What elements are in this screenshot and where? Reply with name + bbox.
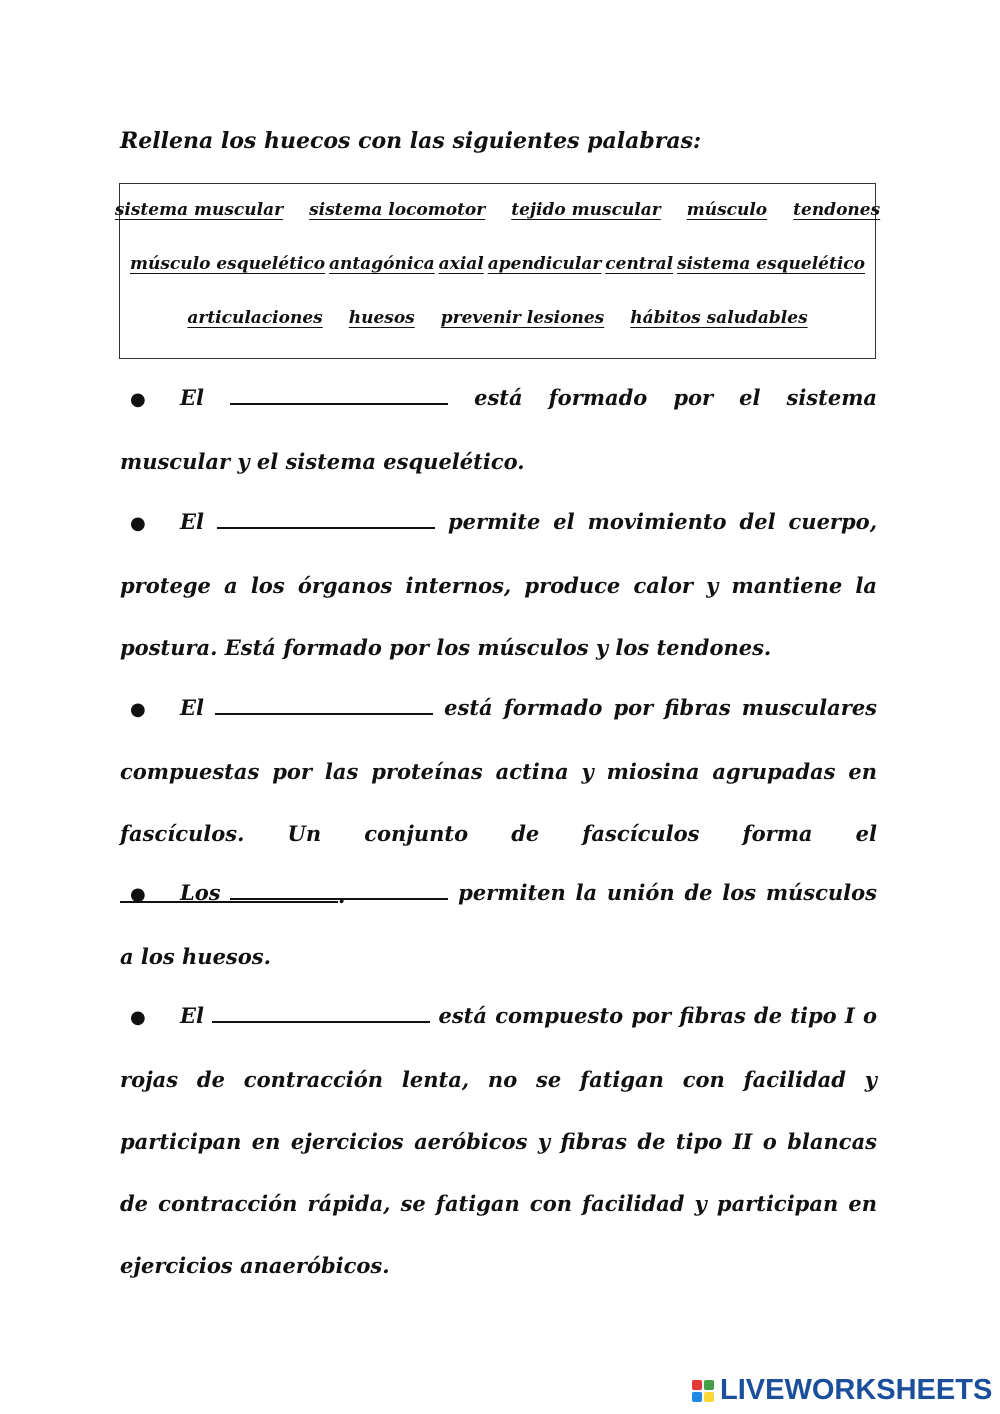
word-bank-item[interactable]: tejido muscular	[511, 200, 661, 220]
answer-blank[interactable]	[230, 878, 448, 900]
word-bank-item[interactable]: músculo esquelético	[130, 254, 326, 274]
sentence-text: El	[180, 509, 204, 534]
word-bank-item[interactable]: sistema esquelético	[677, 254, 865, 274]
sentence-text: .	[338, 883, 346, 908]
logo-square	[704, 1392, 714, 1402]
sentence-text: Los	[180, 880, 221, 905]
word-bank-item[interactable]: hábitos saludables	[630, 308, 808, 328]
bullet-icon: ●	[130, 884, 146, 905]
sentence-text: está formado por fibras musculares compuestas por las proteínas actina y miosina agrupadas en fascículos. Un conjunto de fascículos forma el	[120, 695, 878, 846]
sentence-text: El	[180, 695, 204, 720]
word-bank-item[interactable]: huesos	[348, 308, 415, 328]
bullet-icon: ●	[130, 1007, 146, 1028]
sentence-5	[120, 985, 877, 1297]
word-bank-box	[114, 183, 881, 359]
logo-square	[692, 1392, 702, 1402]
word-bank-row-3	[120, 308, 875, 328]
bullet-icon: ●	[130, 513, 146, 534]
word-bank-item[interactable]: central	[605, 254, 674, 274]
answer-blank[interactable]	[230, 383, 448, 405]
sentence-text: permite el movimiento del cuerpo, protege a los órganos internos, produce calor y mantiene la postura. Está formado por los músculos y los tendones.	[120, 509, 878, 660]
word-bank-item[interactable]: apendicular	[487, 254, 602, 274]
word-bank-item[interactable]: prevenir lesiones	[440, 308, 605, 328]
instruction-heading: Rellena los huecos con las siguientes palabras:	[120, 128, 702, 154]
word-bank-item[interactable]: músculo	[686, 200, 768, 220]
bullet-icon: ●	[130, 699, 146, 720]
word-bank-item[interactable]: sistema locomotor	[309, 200, 486, 220]
logo-square	[692, 1380, 702, 1390]
word-bank-row-2	[120, 254, 875, 274]
liveworksheets-logo[interactable]	[692, 1374, 992, 1407]
word-bank-item[interactable]: axial	[438, 254, 484, 274]
bullet-icon: ●	[130, 389, 146, 410]
logo-mark-icon	[692, 1380, 714, 1402]
answer-blank[interactable]	[215, 693, 433, 715]
answer-blank[interactable]	[217, 507, 435, 529]
logo-square	[704, 1380, 714, 1390]
sentence-4	[120, 862, 877, 988]
sentence-1	[120, 367, 877, 493]
sentence-text: El	[180, 1003, 204, 1028]
word-bank-item[interactable]: tendones	[793, 200, 881, 220]
answer-blank[interactable]	[212, 1001, 430, 1023]
sentence-text: permiten la unión de los músculos a los huesos.	[120, 880, 877, 969]
word-bank-item[interactable]: sistema muscular	[114, 200, 284, 220]
sentence-2	[120, 491, 877, 679]
word-bank-item[interactable]: antagónica	[329, 254, 435, 274]
sentence-text: El	[180, 385, 204, 410]
sentence-text: está compuesto por fibras de tipo I o rojas de contracción lenta, no se fatigan con facilidad y participan en ejercicios aeróbicos y fibras de tipo II o blancas de contracción rápida, se fatigan con facilidad y participan en ejercicios anaeróbicos.	[120, 1003, 878, 1278]
word-bank-item[interactable]: articulaciones	[187, 308, 323, 328]
sentence-text: está formado por el sistema muscular y el sistema esquelético.	[120, 385, 878, 474]
logo-text: LIVEWORKSHEETS	[720, 1374, 993, 1406]
word-bank-row-1	[114, 200, 881, 220]
